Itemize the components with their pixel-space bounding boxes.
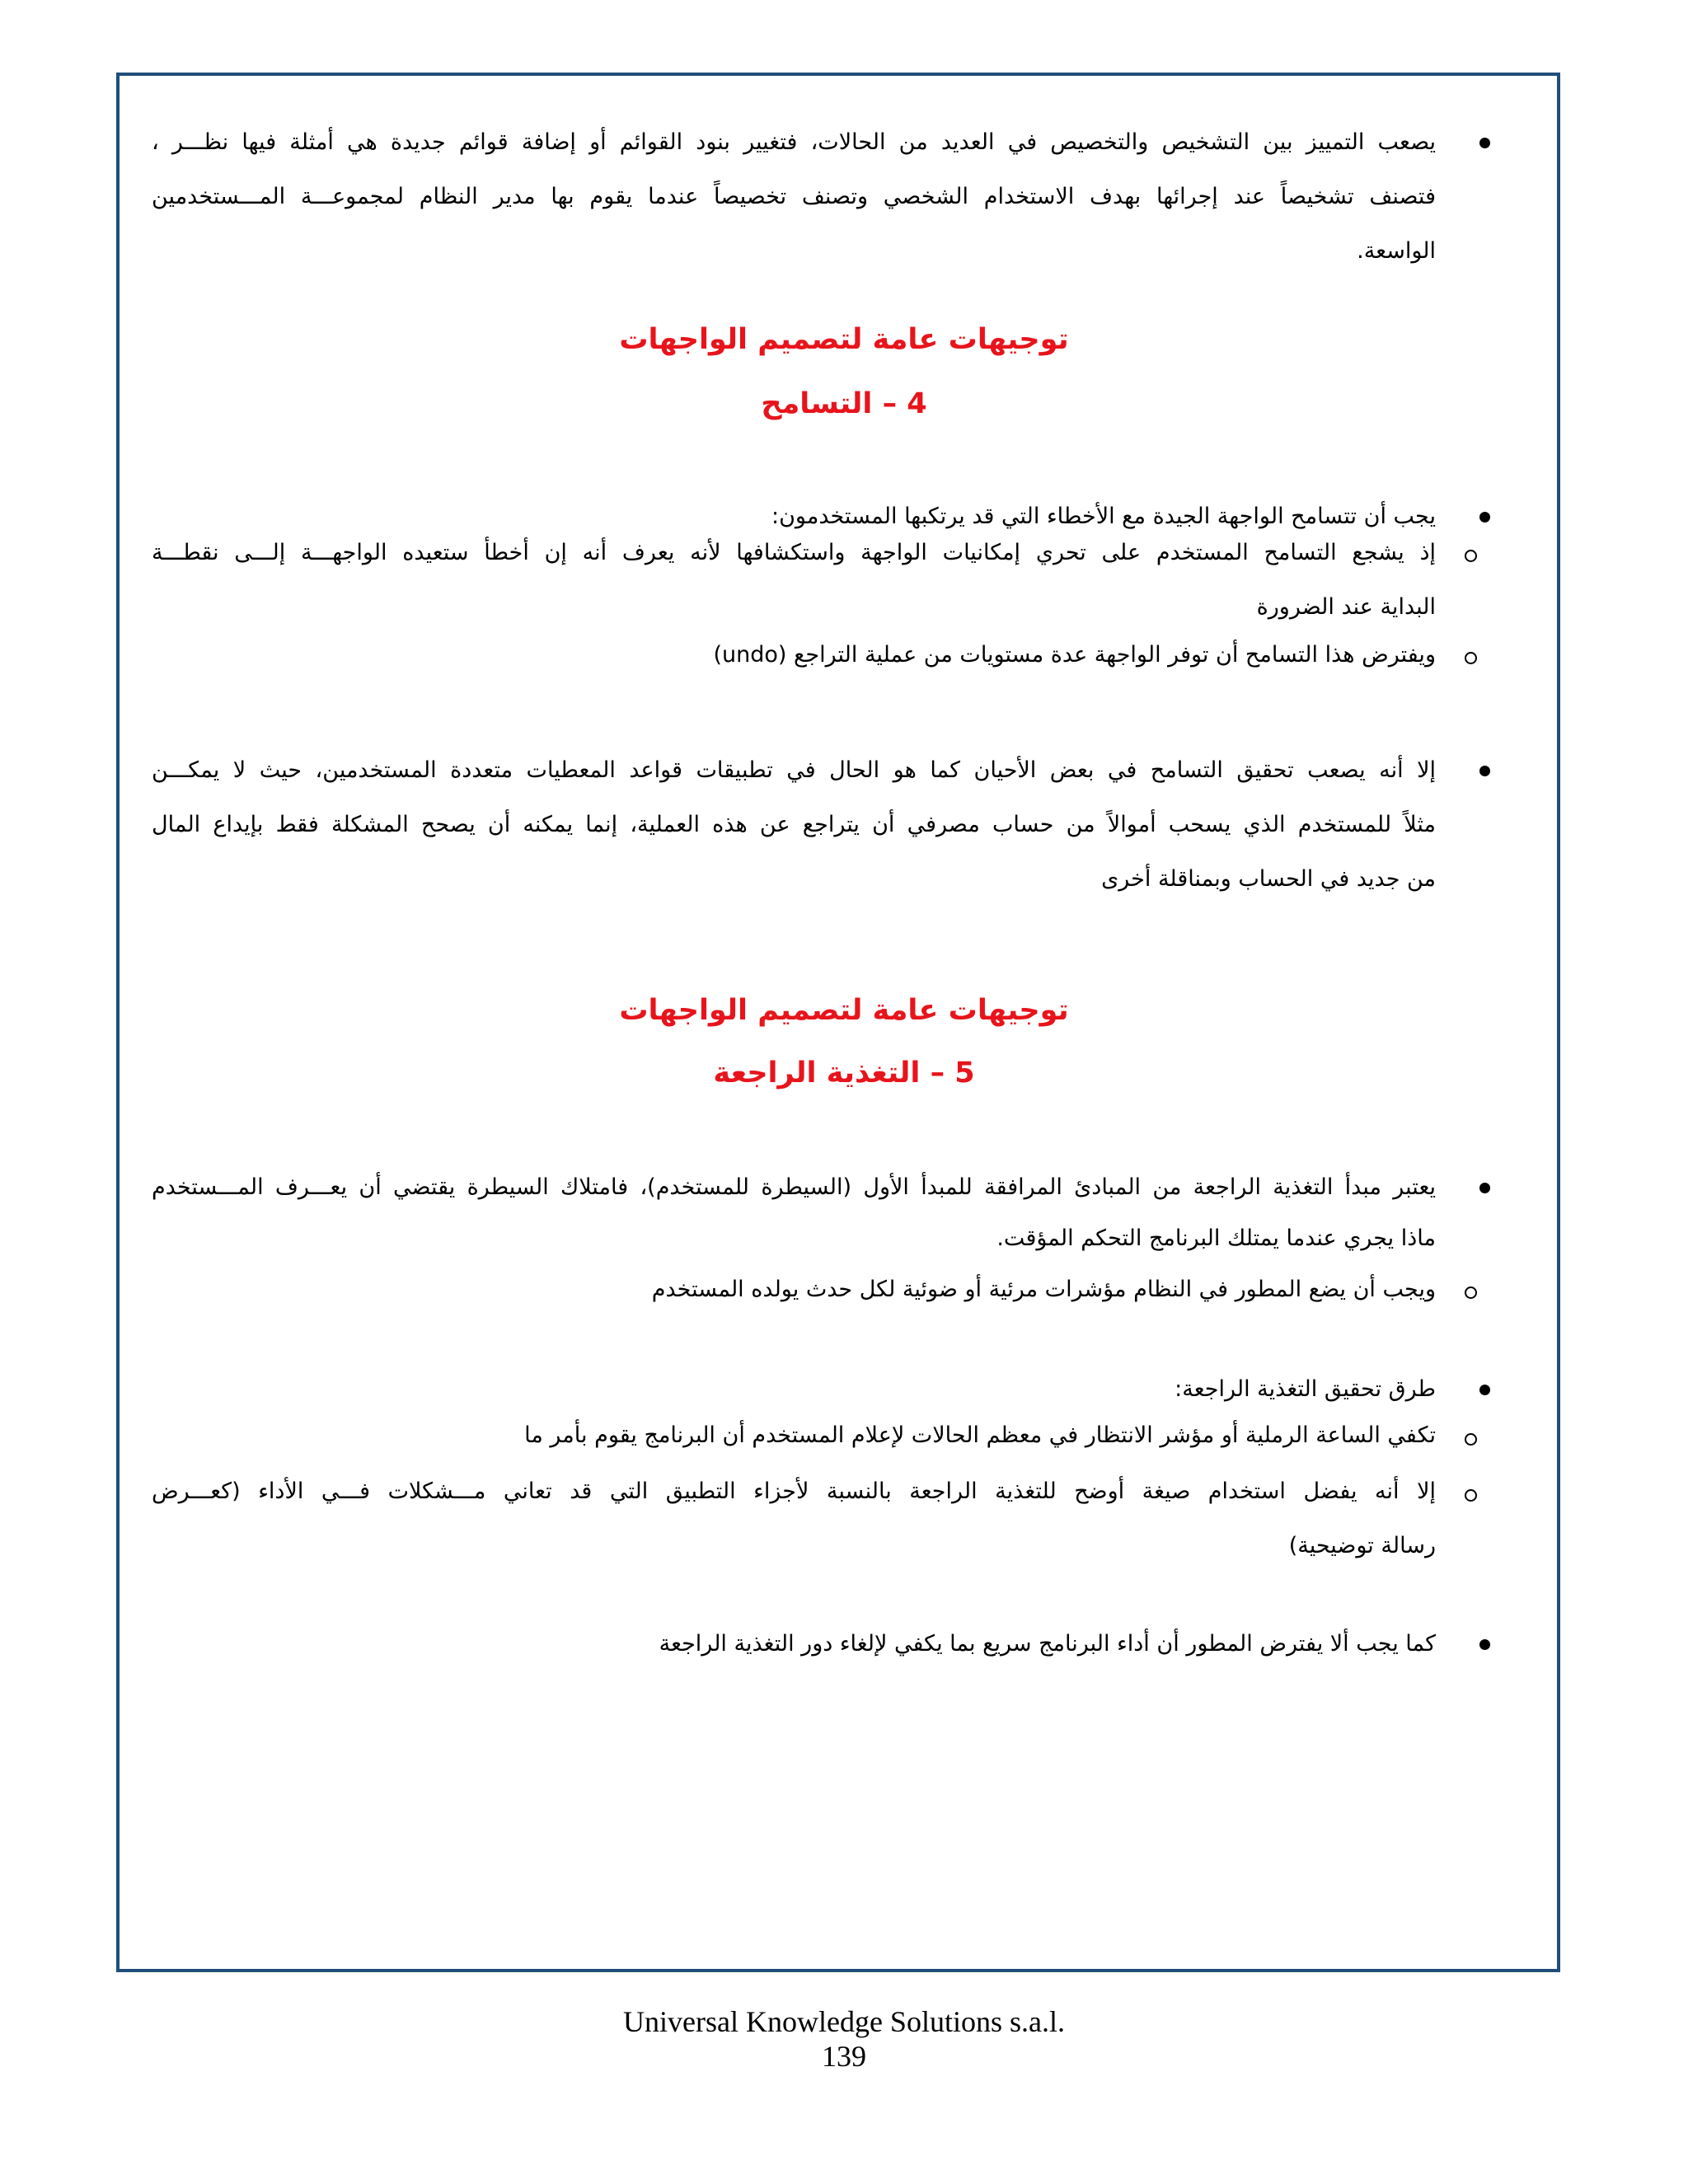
bullet-icon: [1479, 1385, 1490, 1395]
bullet-icon: [1479, 1639, 1490, 1650]
text-line: كما يجب ألا يفترض المطور أن أداء البرنامج سريع بما يكفي لإلغاء دور التغذية الراجعة: [659, 1631, 1436, 1657]
text-line: إلا أنه يفضل استخدام صيغة أوضح للتغذية الراجعة بالنسبة لأجزاء التطبيق التي قد تعاني مـــشكلات فـــي الأداء (كعـــرض: [152, 1479, 1436, 1504]
text-line: يجب أن تتسامح الواجهة الجيدة مع الأخطاء التي قد يرتكبها المستخدمون:: [771, 504, 1436, 529]
text-line: تكفي الساعة الرملية أو مؤشر الانتظار في معظم الحالات لإعلام المستخدم أن البرنامج يقوم بأمر ما: [524, 1422, 1436, 1448]
sub-bullet-icon: [1465, 1489, 1477, 1502]
bullet-icon: [1479, 1183, 1490, 1193]
text-line: ويفترض هذا التسامح أن توفر الواجهة عدة مستويات من عملية التراجع (undo): [713, 642, 1436, 668]
text-line: من جديد في الحساب وبمناقلة أخرى: [1101, 866, 1436, 892]
text-line: البداية عند الضرورة: [1256, 594, 1436, 620]
text-line: يعتبر مبدأ التغذية الراجعة من المبادئ المرافقة للمبدأ الأول (السيطرة للمستخدم)، فامتلاك السيطرة يقتضي أن يعـــرف المـــستخدم: [152, 1174, 1436, 1200]
sub-bullet-icon: [1465, 1286, 1477, 1299]
sub-bullet-icon: [1465, 1433, 1477, 1446]
sub-bullet-icon: [1465, 550, 1477, 562]
page-number: 139: [822, 2040, 866, 2073]
text-line: رسالة توضيحية): [1288, 1533, 1436, 1558]
sub-bullet-icon: [1465, 652, 1477, 664]
text-line: مثلاً للمستخدم الذي يسحب أموالاً من حساب مصرفي أن يتراجع عن هذه العملية، إنما يمكنه أن يصحح المشكلة فقط بإيداع المال: [152, 812, 1436, 837]
section-subheading: 5 – التغذية الراجعة: [713, 1057, 975, 1090]
section-heading: توجيهات عامة لتصميم الواجهات: [619, 323, 1069, 356]
text-line: ويجب أن يضع المطور في النظام مؤشرات مرئية أو ضوئية لكل حدث يولده المستخدم: [651, 1277, 1436, 1302]
text-line: ماذا يجري عندما يمتلك البرنامج التحكم المؤقت.: [996, 1226, 1436, 1251]
section-subheading: 4 – التسامح: [761, 387, 927, 420]
text-line: الواسعة.: [1357, 238, 1436, 264]
text-line: يصعب التمييز بين التشخيص والتخصيص في العديد من الحالات، فتغيير بنود القوائم أو إضافة قوائم جديدة هي أمثلة فيها نظـــر ،: [152, 129, 1436, 155]
text-line: إلا أنه يصعب تحقيق التسامح في بعض الأحيان كما هو الحال في تطبيقات قواعد المعطيات متعددة المستخدمين، حيث لا يمكـــن: [152, 757, 1436, 783]
section-heading: توجيهات عامة لتصميم الواجهات: [619, 994, 1069, 1027]
text-line: إذ يشجع التسامح المستخدم على تحري إمكانيات الواجهة واستكشافها لأنه يعرف أنه إن أخطأ ستعيده الواجهـــة إلـــى نقطـــة: [152, 540, 1436, 565]
bullet-icon: [1479, 766, 1490, 776]
text-line: فتصنف تشخيصاً عند إجرائها بهدف الاستخدام الشخصي وتصنف تخصيصاً عندما يقوم بها مدير النظام لمجموعـــة المـــستخدمين: [152, 184, 1436, 209]
text-line: طرق تحقيق التغذية الراجعة:: [1175, 1376, 1436, 1402]
footer-company: Universal Knowledge Solutions s.a.l.: [623, 2005, 1065, 2038]
bullet-icon: [1479, 138, 1490, 148]
bullet-icon: [1479, 512, 1490, 523]
